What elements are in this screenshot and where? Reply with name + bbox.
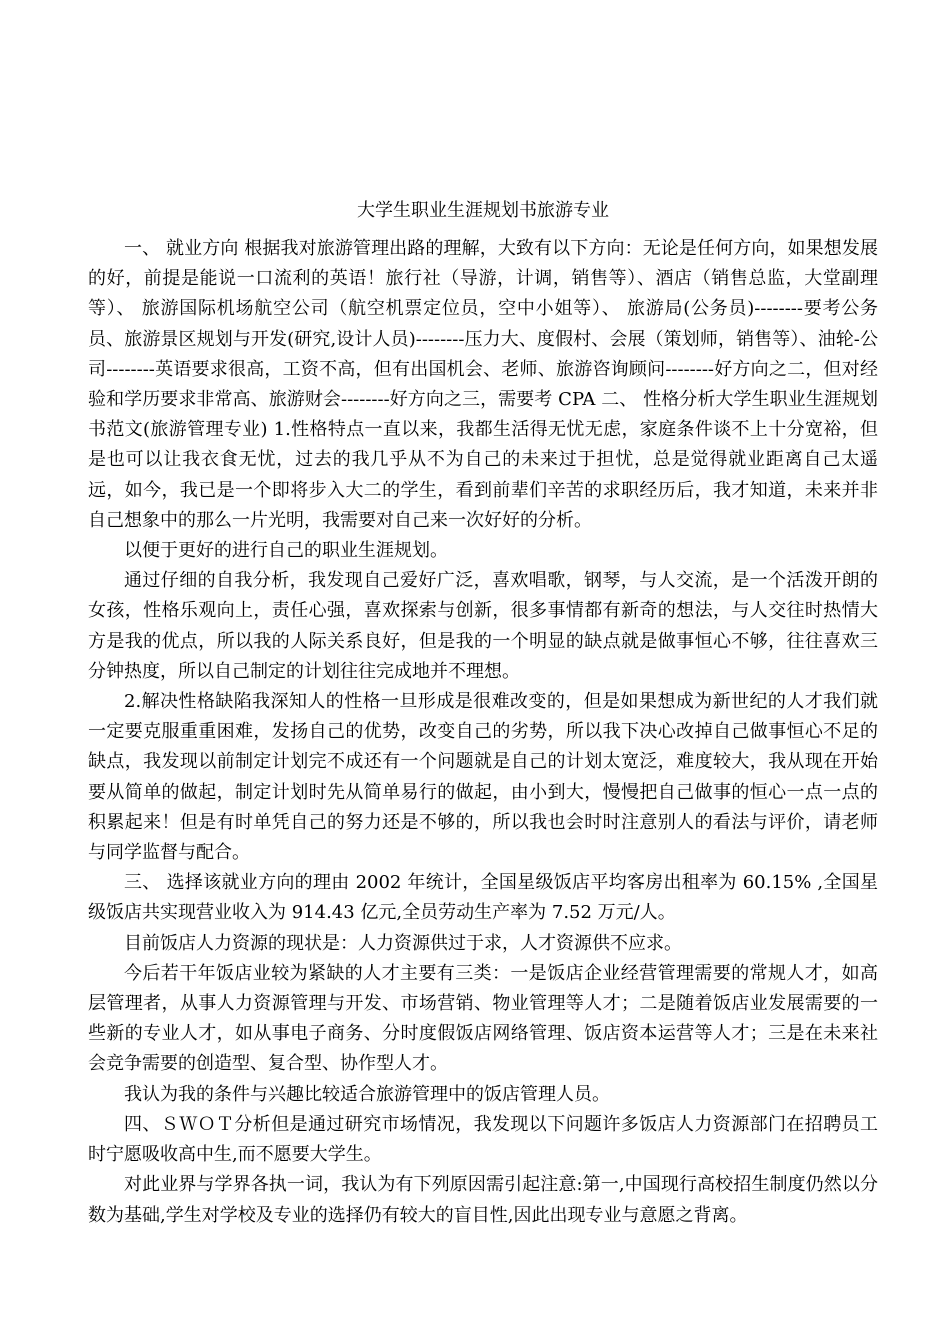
paragraph-planning-purpose: 以便于更好的进行自己的职业生涯规划。 [124, 540, 448, 562]
paragraph-hr-status: 目前饭店人力资源的现状是：人力资源供过于求，人才资源供不应求。 [124, 932, 682, 954]
document-title: 大学生职业生涯规划书旅游专业 [357, 200, 609, 221]
paragraph-causes: 对此业界与学界各执一词，我认为有下列原因需引起注意:第一,中国现行高校招生制度仍然以分数为基础,学生对学校及专业的选择仍有较大的盲目性,因此出现专业与意愿之背离。 [88, 1174, 878, 1226]
paragraph-personal-fit: 我认为我的条件与兴趣比较适合旅游管理中的饭店管理人员。 [124, 1083, 610, 1105]
paragraph-employment-direction: 一、 就业方向 根据我对旅游管理出路的理解，大致有以下方向：无论是任何方向，如果想发展的好，前提是能说一口流利的英语！旅行社（导游，计调，销售等）、酒店（销售总监，大堂副理等）、 旅游国际机场航空公司（航空机票定位员，空中小姐等）、 旅游局(公务员)--------要考公务员、旅游景区规划与开发(研究,设计人员)--------压力大、度假村、会展（策划师，销售等）、油轮-公司--------英语要求很高，工资不高，但有出国机会、老师、旅游咨询顾问--------好方向之二，但对经验和学历要求非常高、旅游财会--------好方向之三，需要考 CPA 二、 性格分析大学生职业生涯规划书范文(旅游管理专业) 1.性格特点一直以来，我都生活得无忧无虑，家庭条件谈不上十分宽裕，但是也可以让我衣食无忧，过去的我几乎从不为自己的未来过于担忧，总是觉得就业距离自己太遥远，如今，我已是一个即将步入大二的学生，看到前辈们辛苦的求职经历后，我才知道，未来并非自己想象中的那么一片光明，我需要对自己来一次好好的分析。 [88, 238, 878, 531]
paragraph-talent-demand: 今后若干年饭店业较为紧缺的人才主要有三类：一是饭店企业经营管理需要的常规人才，如高层管理者，从事人力资源管理与开发、市场营销、物业管理等人才；二是随着饭店业发展需要的一些新的专业人才，如从事电子商务、分时度假饭店网络管理、饭店资本运营等人才；三是在未来社会竞争需要的创造型、复合型、协作型人才。 [88, 962, 878, 1075]
paragraph-personality-fix: 2.解决性格缺陷我深知人的性格一旦形成是很难改变的，但是如果想成为新世纪的人才我们就一定要克服重重困难，发扬自己的优势，改变自己的劣势，所以我下决心改掉自己做事恒心不足的缺点，我发现以前制定计划完不成还有一个问题就是自己的计划太宽泛，难度较大，我从现在开始要从简单的做起，制定计划时先从简单易行的做起，由小到大，慢慢把自己做事的恒心一点一点的积累起来！但是有时单凭自己的努力还是不够的，所以我也会时时注意别人的看法与评价，请老师与同学监督与配合。 [88, 691, 878, 864]
paragraph-self-analysis: 通过仔细的自我分析，我发现自己爱好广泛，喜欢唱歌，钢琴，与人交流，是一个活泼开朗的女孩，性格乐观向上，责任心强，喜欢探索与创新，很多事情都有新奇的想法，与人交往时热情大方是我的优点，所以我的人际关系良好，但是我的一个明显的缺点就是做事恒心不够，往往喜欢三分钟热度，所以自己制定的计划往往完成地并不理想。 [88, 570, 878, 682]
document-page [88, 196, 878, 1231]
paragraph-hotel-statistics: 三、 选择该就业方向的理由 2002 年统计，全国星级饭店平均客房出租率为 60.15% ,全国星级饭店共实现营业收入为 914.43 亿元,全员劳动生产率为 7.52 万元/人。 [88, 872, 878, 924]
paragraph-swot: 四、ＳＷＯＴ分析但是通过研究市场情况，我发现以下问题许多饭店人力资源部门在招聘员工时宁愿吸收高中生,而不愿要大学生。 [88, 1113, 878, 1166]
